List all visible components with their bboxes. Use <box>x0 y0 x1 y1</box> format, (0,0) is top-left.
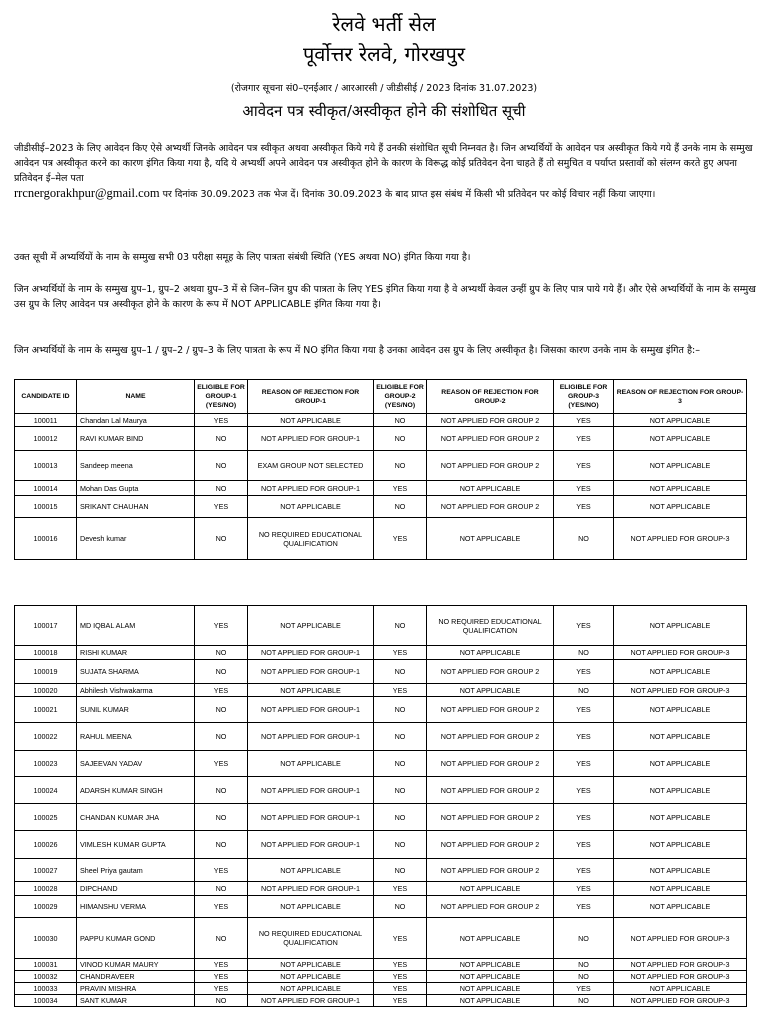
table-cell: NOT APPLIED FOR GROUP-1 <box>248 697 374 723</box>
table-cell: YES <box>195 983 248 995</box>
table-cell: NO <box>554 995 614 1007</box>
table-cell: NOT APPLIED FOR GROUP-1 <box>248 995 374 1007</box>
table-cell: SUJATA SHARMA <box>77 660 195 684</box>
table-cell: 100023 <box>15 751 77 777</box>
table-row <box>15 751 747 777</box>
table-cell: NOT APPLICABLE <box>427 684 554 697</box>
table-cell: NOT APPLICABLE <box>427 959 554 971</box>
table-cell: NOT APPLIED FOR GROUP-3 <box>614 971 747 983</box>
table-cell: NO <box>374 804 427 831</box>
table-cell: NOT APPLIED FOR GROUP 2 <box>427 723 554 751</box>
table-cell: NO REQUIRED EDUCATIONAL QUALIFICATION <box>248 918 374 959</box>
table-cell: NOT APPLICABLE <box>614 723 747 751</box>
table-cell: 100024 <box>15 777 77 804</box>
table-cell: RAHUL MEENA <box>77 723 195 751</box>
table-cell: YES <box>195 859 248 882</box>
table-cell: SANT KUMAR <box>77 995 195 1007</box>
table-cell: NOT APPLICABLE <box>427 983 554 995</box>
table-cell: NOT APPLICABLE <box>248 684 374 697</box>
table-cell: 100029 <box>15 896 77 918</box>
table-cell: NOT APPLICABLE <box>248 606 374 646</box>
table-cell: NO <box>374 896 427 918</box>
table-cell: NO <box>195 646 248 660</box>
table-cell: NOT APPLIED FOR GROUP-1 <box>248 427 374 451</box>
table-cell: NOT APPLIED FOR GROUP-1 <box>248 481 374 496</box>
table-cell: 100021 <box>15 697 77 723</box>
table-cell: YES <box>374 882 427 896</box>
table-cell: Chandan Lal Maurya <box>77 414 195 427</box>
table-cell: YES <box>195 684 248 697</box>
table-cell: 100025 <box>15 804 77 831</box>
page-title-line1: रेलवे भर्ती सेल <box>332 12 436 36</box>
table-cell: YES <box>374 983 427 995</box>
table-row <box>15 959 747 971</box>
table-row <box>15 723 747 751</box>
table-cell: NOT APPLIED FOR GROUP-3 <box>614 684 747 697</box>
table-cell: NO <box>374 660 427 684</box>
table-cell: NO REQUIRED EDUCATIONAL QUALIFICATION <box>427 606 554 646</box>
table-header-row <box>15 380 747 414</box>
table-cell: 100032 <box>15 971 77 983</box>
table-cell: ADARSH KUMAR SINGH <box>77 777 195 804</box>
table-row <box>15 697 747 723</box>
table-cell: NOT APPLICABLE <box>614 804 747 831</box>
table-cell: NOT APPLIED FOR GROUP 2 <box>427 896 554 918</box>
table-cell: NOT APPLICABLE <box>248 896 374 918</box>
table-cell: YES <box>374 971 427 983</box>
table-cell: 100015 <box>15 496 77 518</box>
table-cell: NOT APPLICABLE <box>248 751 374 777</box>
table-cell: CHANDRAVEER <box>77 971 195 983</box>
table-cell: NOT APPLICABLE <box>614 983 747 995</box>
table-cell: NOT APPLICABLE <box>427 971 554 983</box>
table-row <box>15 518 747 560</box>
table-cell: NO <box>374 451 427 481</box>
table-cell: YES <box>374 918 427 959</box>
table-row <box>15 995 747 1007</box>
table-cell: NOT APPLICABLE <box>614 882 747 896</box>
table-cell: NOT APPLIED FOR GROUP-1 <box>248 646 374 660</box>
table-cell: Abhilesh Vishwakarma <box>77 684 195 697</box>
table-cell: 100016 <box>15 518 77 560</box>
table-cell: NOT APPLICABLE <box>614 751 747 777</box>
table-cell: NOT APPLIED FOR GROUP-3 <box>614 995 747 1007</box>
table-cell: 100030 <box>15 918 77 959</box>
table-cell: NOT APPLIED FOR GROUP-3 <box>614 959 747 971</box>
table-cell: 100017 <box>15 606 77 646</box>
table-cell: NO <box>374 606 427 646</box>
table-cell: 100033 <box>15 983 77 995</box>
table-cell: NOT APPLICABLE <box>614 777 747 804</box>
table-row <box>15 684 747 697</box>
table-cell: YES <box>374 959 427 971</box>
table-cell: YES <box>374 995 427 1007</box>
table-cell: VIMLESH KUMAR GUPTA <box>77 831 195 859</box>
table-cell: NOT APPLICABLE <box>248 859 374 882</box>
notice-reference: (रोजगार सूचना सं0–एनईआर / आरआरसी / जीडीसीई / 2023 दिनांक 31.07.2023) <box>230 83 538 94</box>
table-cell: NOT APPLIED FOR GROUP 2 <box>427 697 554 723</box>
table-cell: NOT APPLICABLE <box>248 959 374 971</box>
table-cell: NO REQUIRED EDUCATIONAL QUALIFICATION <box>248 518 374 560</box>
table-cell: NOT APPLIED FOR GROUP 2 <box>427 804 554 831</box>
table-cell: NO <box>374 697 427 723</box>
table-cell: NO <box>374 859 427 882</box>
no-explanation-paragraph: जिन अभ्यर्थियों के नाम के सम्मुख ग्रुप–1 / ग्रुप–2 / ग्रुप–3 के लिए पात्रता के रूप में NO इंगित किया गया है उनका आवेदन उस ग्रुप के लिए अस्वीकृत है। जिसका कारण उनके नाम के सम्मुख इंगित है:– <box>14 345 700 356</box>
table-cell: YES <box>554 451 614 481</box>
table-cell: PAPPU KUMAR GOND <box>77 918 195 959</box>
table-cell: NO <box>195 451 248 481</box>
table-cell: RAVI KUMAR BIND <box>77 427 195 451</box>
table-cell: NO <box>554 918 614 959</box>
table-cell: NO <box>374 496 427 518</box>
column-header: ELIGIBLE FOR GROUP-2 (YES/NO) <box>374 380 427 414</box>
table-cell: YES <box>554 804 614 831</box>
column-header: CANDIDATE ID <box>15 380 77 414</box>
table-cell: 100019 <box>15 660 77 684</box>
table-cell: 100022 <box>15 723 77 751</box>
table-cell: VINOD KUMAR MAURY <box>77 959 195 971</box>
table-cell: NOT APPLIED FOR GROUP-3 <box>614 518 747 560</box>
table-cell: NOT APPLICABLE <box>427 918 554 959</box>
table-cell: NOT APPLICABLE <box>614 859 747 882</box>
table-cell: YES <box>374 518 427 560</box>
table-cell: 100018 <box>15 646 77 660</box>
table-cell: SUNIL KUMAR <box>77 697 195 723</box>
table-cell: NOT APPLICABLE <box>614 496 747 518</box>
table-cell: EXAM GROUP NOT SELECTED <box>248 451 374 481</box>
table-cell: NO <box>374 723 427 751</box>
table-cell: YES <box>374 684 427 697</box>
table-cell: NO <box>554 959 614 971</box>
table-cell: YES <box>374 481 427 496</box>
table-cell: NO <box>374 831 427 859</box>
table-row <box>15 831 747 859</box>
table-cell: NOT APPLICABLE <box>614 481 747 496</box>
table-cell: 100013 <box>15 451 77 481</box>
table-row <box>15 606 747 646</box>
table-cell: YES <box>554 697 614 723</box>
table-cell: YES <box>554 859 614 882</box>
table-cell: NO <box>554 518 614 560</box>
yes-explanation-paragraph: जिन अभ्यर्थियों के नाम के सम्मुख ग्रुप–1, ग्रुप–2 अथवा ग्रुप–3 में से जिन–जिन ग्रुप की पात्रता के लिए YES इंगित किया गया है वे अभ्यर्थी केवल उन्हीं ग्रुप के लिए पात्र पाये गये हैं। और ऐसे अभ्यर्थियों के नाम के सम्मुख उस ग्रुप के लिए आवेदन पत्र अस्वीकृत होने के कारण के रूप में NOT APPLICABLE इंगित किया गया है। <box>14 284 756 310</box>
table-cell: NOT APPLIED FOR GROUP-1 <box>248 804 374 831</box>
table-cell: DIPCHAND <box>77 882 195 896</box>
table-cell: NOT APPLICABLE <box>427 882 554 896</box>
page-title-line2: पूर्वोत्तर रेलवे, गोरखपुर <box>302 42 466 66</box>
table-cell: NO <box>195 427 248 451</box>
intro-tail: पर दिनांक 30.09.2023 तक भेज दें। दिनांक 30.09.2023 के बाद प्राप्त इस संबंध में किसी भी प्रतिवेदन पर कोई विचार नहीं किया जाएगा। <box>159 189 656 200</box>
table-cell: YES <box>554 751 614 777</box>
table-cell: NO <box>554 971 614 983</box>
table-cell: NOT APPLICABLE <box>248 971 374 983</box>
table-cell: NOT APPLICABLE <box>614 660 747 684</box>
table-cell: NO <box>195 882 248 896</box>
document-subtitle: आवेदन पत्र स्वीकृत/अस्वीकृत होने की संशोधित सूची <box>242 102 526 120</box>
table-cell: NOT APPLICABLE <box>427 646 554 660</box>
table-cell: YES <box>195 959 248 971</box>
table-cell: Sheel Priya gautam <box>77 859 195 882</box>
table-cell: NO <box>554 646 614 660</box>
table-cell: NOT APPLIED FOR GROUP-1 <box>248 831 374 859</box>
table-cell: 100012 <box>15 427 77 451</box>
table-row <box>15 777 747 804</box>
table-cell: HIMANSHU VERMA <box>77 896 195 918</box>
table-cell: NOT APPLICABLE <box>427 995 554 1007</box>
table-cell: NO <box>554 684 614 697</box>
table-cell: YES <box>195 971 248 983</box>
table-cell: NOT APPLIED FOR GROUP-1 <box>248 723 374 751</box>
table-cell: NOT APPLIED FOR GROUP 2 <box>427 660 554 684</box>
table-cell: NO <box>195 831 248 859</box>
table-cell: NO <box>195 804 248 831</box>
table-cell: NOT APPLIED FOR GROUP-1 <box>248 882 374 896</box>
table-cell: YES <box>554 882 614 896</box>
table-row <box>15 427 747 451</box>
table-cell: Mohan Das Gupta <box>77 481 195 496</box>
table-cell: YES <box>195 751 248 777</box>
column-header: REASON OF REJECTION FOR GROUP-1 <box>248 380 374 414</box>
table-row <box>15 660 747 684</box>
table-row <box>15 896 747 918</box>
intro-paragraph <box>14 141 756 202</box>
table-cell: YES <box>554 777 614 804</box>
table-cell: NO <box>195 777 248 804</box>
table-cell: NO <box>195 918 248 959</box>
table-cell: NO <box>195 723 248 751</box>
table-row <box>15 859 747 882</box>
table-cell: SRIKANT CHAUHAN <box>77 496 195 518</box>
table-cell: NOT APPLIED FOR GROUP-3 <box>614 918 747 959</box>
table-cell: YES <box>195 896 248 918</box>
table-cell: NOT APPLIED FOR GROUP 2 <box>427 777 554 804</box>
table-row <box>15 882 747 896</box>
table-cell: YES <box>554 606 614 646</box>
table-cell: YES <box>195 496 248 518</box>
table-cell: SAJEEVAN YADAV <box>77 751 195 777</box>
table-cell: 100011 <box>15 414 77 427</box>
intro-text: जीडीसीई–2023 के लिए आवेदन किए ऐसे अभ्यर्थी जिनके आवेदन पत्र स्वीकृत अथवा अस्वीकृत किये गये हैं उनकी संशोधित सूची निम्नवत है। जिन अभ्यर्थियों के आवेदन पत्र अस्वीकृत किये गये हैं उनके नाम के सम्मुख आवेदन पत्र अस्वीकृत करने का कारण इंगित किया गया है, यदि ये अभ्यर्थी अपने आवेदन पत्र अस्वीकृत होने के कारण के विरूद्ध कोई प्रतिवेदन देना चाहते हैं तो समुचित व पर्याप्त प्रस्तावों को संलग्न करते हुए अपना प्रतिवेदन ई–मेल पता <box>14 143 753 184</box>
table-row <box>15 496 747 518</box>
table-cell: NO <box>195 481 248 496</box>
table-cell: YES <box>554 660 614 684</box>
table-cell: NOT APPLICABLE <box>248 496 374 518</box>
table-cell: Devesh kumar <box>77 518 195 560</box>
table-cell: NOT APPLIED FOR GROUP 2 <box>427 831 554 859</box>
table-cell: YES <box>374 646 427 660</box>
table-cell: NO <box>195 995 248 1007</box>
table-cell: NOT APPLICABLE <box>427 481 554 496</box>
table-cell: NO <box>195 518 248 560</box>
table-cell: PRAVIN MISHRA <box>77 983 195 995</box>
table-cell: 100034 <box>15 995 77 1007</box>
table-row <box>15 918 747 959</box>
table-cell: NO <box>374 427 427 451</box>
table-cell: NO <box>374 777 427 804</box>
table-cell: NOT APPLIED FOR GROUP 2 <box>427 859 554 882</box>
table-cell: YES <box>554 414 614 427</box>
table-cell: YES <box>554 427 614 451</box>
email-link[interactable]: rrcnergorakhpur@gmail.com <box>14 186 160 200</box>
table-row <box>15 983 747 995</box>
table-cell: 100031 <box>15 959 77 971</box>
table-cell: 100028 <box>15 882 77 896</box>
table-cell: NO <box>195 660 248 684</box>
table-cell: YES <box>195 606 248 646</box>
table-cell: NOT APPLICABLE <box>614 606 747 646</box>
table-cell: YES <box>554 723 614 751</box>
column-header: REASON OF REJECTION FOR GROUP-3 <box>614 380 747 414</box>
table-cell: 100027 <box>15 859 77 882</box>
table-cell: NOT APPLIED FOR GROUP 2 <box>427 496 554 518</box>
table-row <box>15 646 747 660</box>
table-cell: 100020 <box>15 684 77 697</box>
column-header: ELIGIBLE FOR GROUP-3 (YES/NO) <box>554 380 614 414</box>
table-cell: NO <box>374 414 427 427</box>
table-cell: NOT APPLIED FOR GROUP 2 <box>427 414 554 427</box>
table-cell: YES <box>195 414 248 427</box>
table-row <box>15 451 747 481</box>
table-cell: MD IQBAL ALAM <box>77 606 195 646</box>
table-cell: NOT APPLICABLE <box>614 896 747 918</box>
table-cell: NOT APPLIED FOR GROUP 2 <box>427 427 554 451</box>
table-cell: NOT APPLICABLE <box>614 427 747 451</box>
table-cell: NOT APPLIED FOR GROUP 2 <box>427 751 554 777</box>
table-row <box>15 414 747 427</box>
table-row <box>15 804 747 831</box>
column-header: REASON OF REJECTION FOR GROUP-2 <box>427 380 554 414</box>
candidate-table-1 <box>14 379 747 560</box>
table-cell: NOT APPLICABLE <box>614 414 747 427</box>
table-cell: NOT APPLIED FOR GROUP-1 <box>248 660 374 684</box>
table-cell: 100014 <box>15 481 77 496</box>
table-cell: Sandeep meena <box>77 451 195 481</box>
table-cell: 100026 <box>15 831 77 859</box>
eligibility-paragraph: उक्त सूची में अभ्यर्थियों के नाम के सम्मुख सभी 03 परीक्षा समूह के लिए पात्रता संबंधी स्थिति (YES अथवा NO) इंगित किया गया है। <box>14 252 471 263</box>
table-cell: NOT APPLIED FOR GROUP 2 <box>427 451 554 481</box>
table-cell: CHANDAN KUMAR JHA <box>77 804 195 831</box>
table-cell: YES <box>554 831 614 859</box>
table-cell: YES <box>554 983 614 995</box>
table-cell: RISHI KUMAR <box>77 646 195 660</box>
table-cell: NOT APPLICABLE <box>248 414 374 427</box>
table-cell: NOT APPLICABLE <box>248 983 374 995</box>
table-cell: NOT APPLICABLE <box>427 518 554 560</box>
table-cell: NOT APPLIED FOR GROUP-1 <box>248 777 374 804</box>
column-header: ELIGIBLE FOR GROUP-1 (YES/NO) <box>195 380 248 414</box>
table-cell: NOT APPLICABLE <box>614 697 747 723</box>
table-cell: NOT APPLICABLE <box>614 451 747 481</box>
column-header: NAME <box>77 380 195 414</box>
table-row <box>15 481 747 496</box>
table-cell: NO <box>374 751 427 777</box>
table-cell: YES <box>554 896 614 918</box>
table-cell: YES <box>554 496 614 518</box>
table-cell: NOT APPLICABLE <box>614 831 747 859</box>
table-cell: NO <box>195 697 248 723</box>
table-cell: YES <box>554 481 614 496</box>
table-row <box>15 971 747 983</box>
table-cell: NOT APPLIED FOR GROUP-3 <box>614 646 747 660</box>
candidate-table-2 <box>14 605 747 1007</box>
